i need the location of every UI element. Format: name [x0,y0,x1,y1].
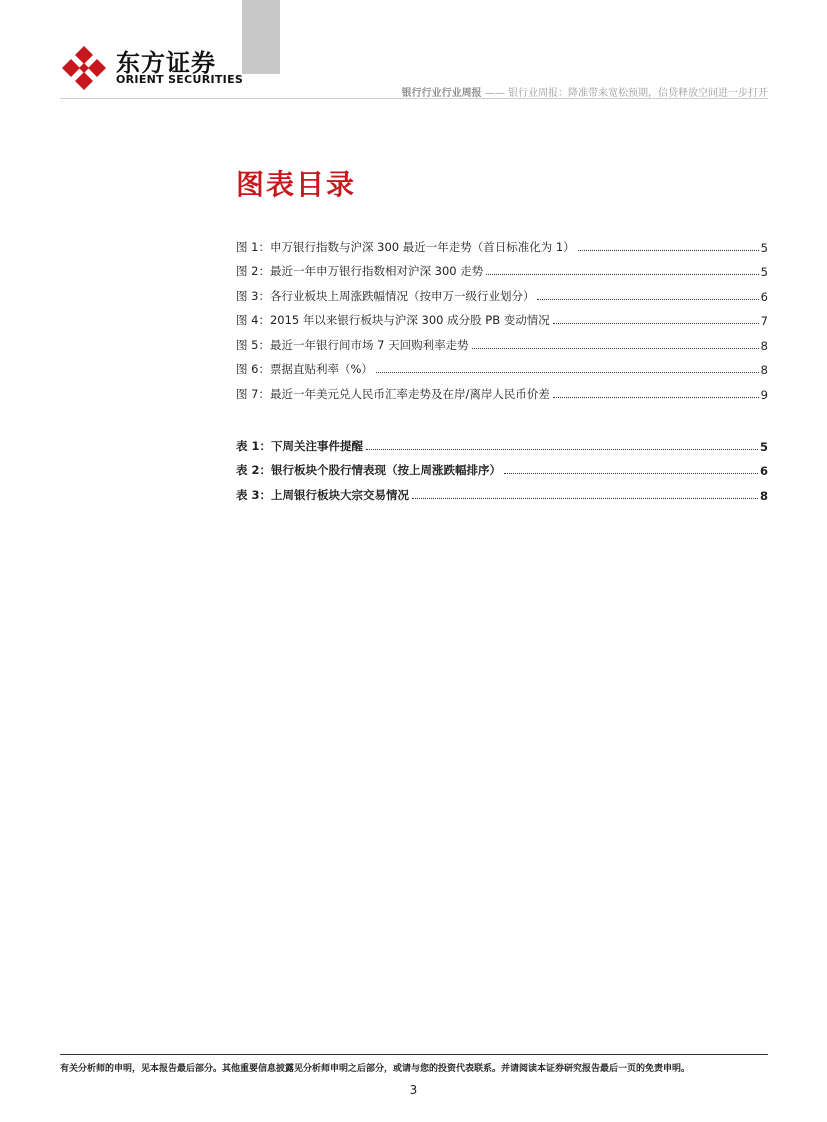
toc-entry-label: 图 5：最近一年银行间市场 7 天回购利率走势 [236,337,469,352]
toc-entry-label: 表 1：下周关注事件提醒 [236,438,364,453]
header-dash: —— [481,88,508,99]
toc-entry-figure-1[interactable] [236,230,768,255]
toc-entry-label: 图 6：票据直贴利率（%） [236,362,373,376]
dot-leader [537,299,758,300]
toc-entry-figure-6[interactable] [236,353,768,378]
header-divider [60,98,768,99]
toc-entry-label: 图 3：各行业板块上周涨跌幅情况（按申万一级行业划分） [236,288,535,303]
toc-entry-page: 8 [759,488,768,503]
toc-entry-page: 5 [760,265,768,279]
report-title: 银行业周报：降准带来宽松预期，信贷释放空间进一步打开 [508,88,768,99]
toc-entry-figure-3[interactable] [236,279,768,304]
toc-entry-page: 9 [760,387,768,402]
toc-entry-figure-4[interactable] [236,304,768,329]
toc-entry-label: 表 2：银行板块个股行情表现（按上周涨跌幅排序） [236,463,502,477]
toc-entry-page: 6 [760,289,768,304]
dot-leader [472,348,759,349]
report-header [402,84,768,99]
footer-disclaimer: 有关分析师的申明，见本报告最后部分。其他重要信息披露见分析师申明之后部分，或请与您的投资代表联系。并请阅读本证券研究报告最后一页的免责申明。 [60,1064,691,1074]
dot-leader [553,323,759,324]
figure-list [236,230,768,402]
report-series: 银行行业行业周报 [401,88,482,99]
footer-divider [60,1054,768,1055]
toc-entry-label: 图 4：2015 年以来银行板块与沪深 300 成分股 PB 变动情况 [236,313,550,327]
toc-entry-page: 6 [759,464,768,478]
toc-entry-figure-2[interactable] [236,255,768,280]
dot-leader [504,473,758,474]
toc-entry-figure-5[interactable] [236,328,768,353]
table-list [236,429,768,503]
toc-entry-table-1[interactable] [236,429,768,454]
toc-entry-page: 5 [760,240,768,255]
toc-entry-page: 8 [760,338,768,353]
logo-chinese-name: 东方证券 [116,49,216,77]
toc-entry-table-2[interactable] [236,454,768,479]
dot-leader [553,397,759,398]
toc-title: 图表目录 [236,168,357,201]
toc-entry-figure-7[interactable] [236,377,768,402]
toc-entry-page: 8 [760,363,768,377]
page-number: 3 [409,1083,418,1097]
dot-leader [578,250,759,251]
company-logo [60,44,250,94]
toc-entry-table-3[interactable] [236,478,768,503]
dot-leader [486,274,758,275]
toc-entry-label: 图 2：最近一年申万银行指数相对沪深 300 走势 [236,264,484,278]
toc-entry-label: 图 7：最近一年美元兑人民币汇率走势及在岸/离岸人民币价差 [236,386,550,401]
toc-entry-page: 7 [760,314,768,328]
dot-leader [366,449,758,450]
dot-leader [376,372,759,373]
logo-english-name: ORIENT SECURITIES [116,73,244,86]
toc-entry-page: 5 [759,439,768,454]
toc-entry-label: 图 1：申万银行指数与沪深 300 最近一年走势（首日标准化为 1） [236,239,575,254]
toc-entry-label: 表 3：上周银行板块大宗交易情况 [236,487,410,502]
orient-logo-icon [60,44,108,92]
dot-leader [412,498,758,499]
